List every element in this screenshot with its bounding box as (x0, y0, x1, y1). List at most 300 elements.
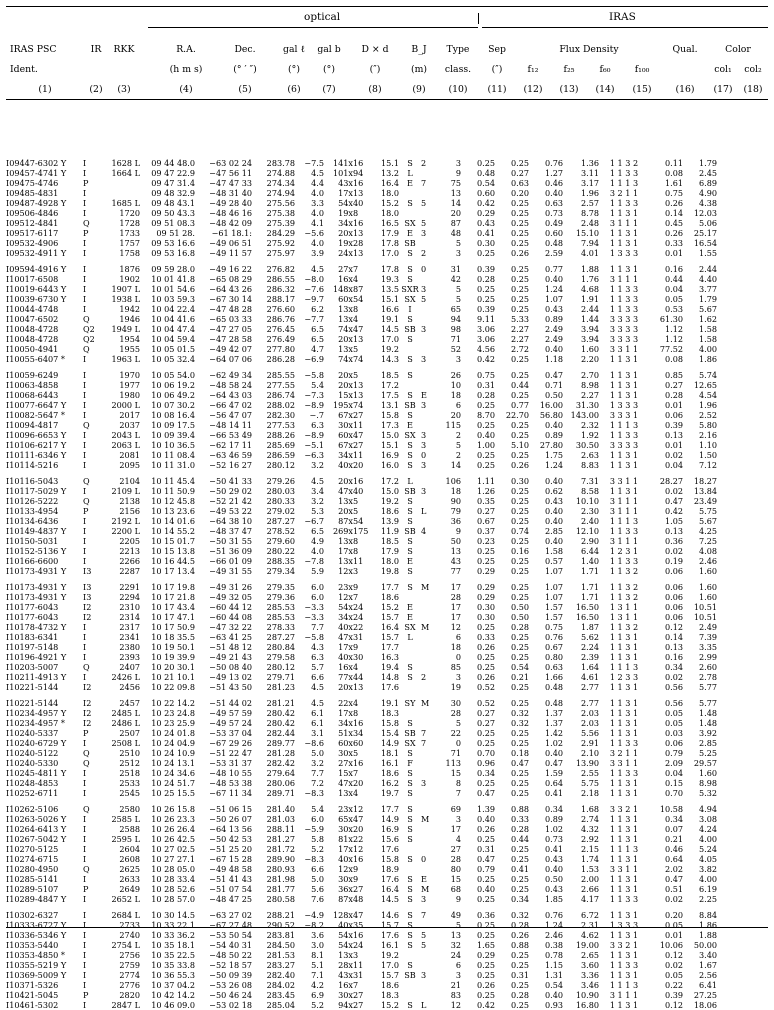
cell-class (421, 314, 437, 324)
cell-rkk-number: 2457 (119, 697, 140, 708)
cell-rkk-number: 1628 L (111, 158, 140, 168)
cell-sep: 18 (450, 485, 461, 496)
cell-dec: −50 26 07 (209, 813, 252, 824)
col13-number: (13) (559, 84, 579, 95)
cell-diam-major: 22x (338, 697, 353, 708)
cell-iras-psc-ident: I10150-5031 (6, 536, 59, 547)
cell-iras-psc-ident: I09517-6117 (6, 228, 59, 239)
cell-f25: 0.25 (510, 768, 529, 779)
cell-col2: 8.98 (698, 778, 717, 789)
cell-f12: 0.30 (476, 238, 495, 249)
cell-class: M (421, 622, 430, 633)
table-row (6, 430, 717, 440)
cell-f60: 1.15 (544, 960, 563, 971)
table-row (6, 930, 717, 940)
cell-f100: 3.36 (580, 970, 599, 981)
cell-rkk-number: 1757 (119, 238, 140, 249)
cell-f25: 0.25 (510, 854, 529, 865)
table-row (6, 874, 717, 884)
col2-title: IR (90, 44, 102, 55)
cell-ir-flag: I (83, 354, 87, 365)
cell-sep: 17 (450, 612, 461, 623)
cell-f100: 2.44 (580, 304, 599, 315)
cell-ir-flag: I (83, 516, 87, 527)
cell-dec: −51 22 47 (209, 748, 252, 759)
cell-col2: 2.16 (698, 430, 717, 441)
cell-col1: 2.09 (664, 758, 683, 769)
cell-ra: 10 23 24.8 (151, 707, 195, 718)
cell-rkk-number: 2426 L (111, 672, 140, 683)
cell-col1: 0.21 (664, 834, 683, 844)
cell-f25: 0.25 (510, 632, 529, 643)
cell-rkk-number: 1685 L (111, 198, 140, 209)
cell-rkk-number: 2380 (119, 642, 140, 653)
cell-gal-l: 280.06 (266, 778, 295, 789)
cell-col2: 1.88 (698, 929, 717, 940)
table-row (6, 662, 717, 672)
cell-dec: −48 50 22 (209, 950, 252, 961)
cell-class (421, 602, 437, 612)
cell-gal-b: 6.5 (311, 526, 324, 537)
cell-bj-mag: 18.0 (380, 556, 399, 567)
cell-diam-major: 23x (338, 581, 353, 592)
cell-f60: 0.75 (544, 622, 563, 633)
cell-col2: 2.78 (698, 672, 717, 683)
cell-col2: 1.58 (698, 324, 717, 335)
cell-gal-b: 4.5 (311, 475, 324, 486)
cell-col1: 0.08 (664, 168, 683, 179)
cell-col2: 6.89 (698, 178, 717, 189)
col10-subtitle: class. (444, 64, 472, 75)
cell-col1: 0.47 (664, 496, 683, 506)
cell-type (399, 188, 421, 198)
cell-col2: 50.00 (693, 939, 717, 950)
cell-f12: 0.31 (476, 379, 495, 390)
cell-f25: 0.25 (510, 354, 529, 365)
cell-dec: −53 50 54 (209, 929, 252, 940)
col15-number: (15) (632, 84, 652, 95)
cell-sep: 20 (450, 208, 461, 219)
cell-rkk-number: 2652 L (111, 894, 140, 905)
cell-class (421, 990, 437, 1000)
cell-dec: −56 47 07 (209, 410, 252, 421)
cell-col1: 77.52 (659, 344, 683, 355)
cell-sep: 18 (450, 642, 461, 653)
cell-col1: 0.02 (664, 894, 683, 905)
cell-gal-l: 274.94 (266, 188, 295, 199)
cell-f100: 2.55 (580, 768, 599, 779)
cell-gal-l: 278.33 (266, 622, 295, 633)
cell-sep: 13 (450, 546, 461, 557)
cell-sep: 77 (450, 566, 461, 577)
table-row (6, 566, 717, 576)
cell-col1: 0.44 (664, 274, 683, 285)
cell-gal-b: 6.0 (311, 581, 324, 592)
cell-gal-l: 274.88 (266, 168, 295, 179)
cell-dec: −64 43 03 (209, 390, 252, 401)
cell-f60: 0.40 (544, 344, 563, 355)
cell-sep: 83 (450, 990, 461, 1001)
cell-rkk-number: 1907 L (111, 284, 140, 295)
cell-iras-psc-ident: I10149-4837 Y (6, 526, 67, 537)
cell-f60: 0.40 (544, 990, 563, 1001)
cell-sep: 3 (455, 813, 461, 824)
cell-f12: 0.40 (476, 430, 495, 441)
cell-type: S (407, 410, 413, 421)
cell-f60: 0.57 (544, 556, 563, 567)
cell-bj-mag: 19.2 (380, 344, 399, 355)
cell-class: 3 (421, 485, 427, 496)
cell-f60: 1.31 (544, 970, 563, 981)
cell-ra: 10 04 22.4 (151, 304, 195, 315)
cell-f100: 1.92 (580, 430, 599, 441)
cell-iras-psc-ident: I10267-5042 Y (6, 834, 67, 844)
cell-ra: 10 22 14.2 (151, 697, 195, 708)
cell-ir-flag: I3 (83, 581, 92, 592)
cell-type: S (407, 929, 413, 940)
cell-class: 5 (421, 929, 427, 940)
cell-f100: 2.91 (580, 738, 599, 749)
cell-diam-major: 17x (338, 188, 353, 199)
cell-f12: 0.25 (476, 738, 495, 749)
cell-sep: 26 (450, 369, 461, 380)
cell-ir-flag: I3 (83, 566, 92, 577)
cell-f60: 0.71 (544, 379, 563, 390)
cell-type: S (407, 909, 413, 920)
cell-type: S (407, 834, 413, 844)
col7-title: gal b (317, 44, 341, 55)
cell-gal-b: −7.7 (304, 314, 324, 325)
cell-f12: 0.28 (476, 390, 495, 401)
cell-gal-l: 282.42 (266, 758, 295, 769)
cell-gal-l: 288.21 (266, 909, 295, 920)
cell-iras-psc-ident: I10240-5330 (6, 758, 59, 769)
cell-sep: 3 (455, 354, 461, 365)
cell-bj-mag: 15.6 (380, 834, 399, 844)
cell-f25: 0.25 (510, 390, 529, 401)
col6-units: (°) (288, 64, 300, 75)
table-row (6, 526, 717, 536)
cell-ra: 10 35 18.1 (151, 939, 195, 950)
cell-col1: 0.70 (664, 788, 683, 799)
cell-col1: 61.30 (659, 314, 683, 325)
cell-class (421, 208, 437, 218)
cell-f100: 2.20 (580, 354, 599, 365)
cell-gal-l: 281.23 (266, 682, 295, 693)
cell-diam-minor: 31 (353, 632, 364, 643)
cell-diam-major: 87x (338, 894, 353, 905)
cell-iras-psc-ident: I09447-6302 Y (6, 158, 67, 168)
cell-gal-l: 280.22 (266, 546, 295, 557)
cell-quality: 1 1 3 1 (609, 390, 639, 401)
cell-gal-l: 280.58 (266, 894, 295, 905)
cell-ra: 10 11 31.0 (151, 460, 195, 471)
cell-f100: 4.32 (580, 823, 599, 834)
cell-ir-flag: I (83, 813, 87, 824)
cell-ra: 10 10 36.5 (151, 440, 195, 451)
cell-gal-b: 5.3 (311, 506, 324, 517)
cell-quality: 1 1 3 1 (609, 854, 639, 865)
table-row (6, 410, 717, 420)
cell-gal-l: 284.02 (266, 980, 295, 991)
cell-f100: 10.90 (575, 990, 599, 1001)
cell-rkk-number: 1946 (119, 314, 140, 325)
cell-gal-b: 4.2 (311, 980, 324, 991)
cell-f100: 8.58 (580, 485, 599, 496)
col18-number: (18) (743, 84, 763, 95)
cell-ra: 10 27 27.1 (151, 854, 195, 865)
table-row (6, 910, 717, 920)
cell-col1: 0.05 (664, 919, 683, 930)
cell-bj-mag: 18.6 (380, 506, 399, 517)
cell-rkk-number: 2310 (119, 601, 140, 612)
cell-diam-minor: 8 (353, 546, 359, 557)
table-row (6, 864, 717, 874)
cell-bj-mag: 15.7 (380, 612, 399, 623)
cell-diam-minor: 9 (353, 642, 359, 653)
cell-iras-psc-ident: I10166-6600 (6, 556, 59, 567)
cell-gal-b: −6.3 (304, 450, 324, 461)
cell-col1: 0.33 (664, 238, 683, 249)
cell-col1: 1.12 (664, 334, 683, 345)
cell-rkk-number: 1664 L (111, 168, 140, 179)
cell-ra: 10 14 55.2 (151, 526, 195, 537)
cell-diam-minor: 7 (353, 263, 359, 274)
cell-f12: 0.25 (476, 778, 495, 789)
cell-f60: 0.43 (544, 496, 563, 506)
cell-bj-mag: 16.9 (380, 823, 399, 834)
table-row (6, 556, 717, 566)
cell-f25: 0.32 (510, 707, 529, 718)
cell-quality: 1 1 3 1 (609, 697, 639, 708)
cell-bj-mag: 15.8 (380, 717, 399, 728)
cell-class: 0 (421, 263, 427, 274)
cell-bj-mag: 18.6 (380, 980, 399, 991)
cell-ir-flag: I (83, 556, 87, 567)
cell-type: I (408, 304, 412, 315)
cell-col2: 1.58 (698, 334, 717, 345)
cell-f100: 1.68 (580, 803, 599, 814)
cell-iras-psc-ident: I09506-4846 (6, 208, 59, 219)
cell-diam-major: 74x (338, 354, 353, 365)
cell-gal-b: 4.0 (311, 188, 324, 199)
cell-ra: 10 03 59.3 (151, 294, 195, 305)
cell-col1: 0.04 (664, 460, 683, 471)
cell-class (421, 788, 437, 798)
cell-f100: 1.71 (580, 581, 599, 592)
cell-col2: 1.62 (698, 314, 717, 325)
cell-type: SX (404, 294, 416, 305)
cell-type (399, 844, 421, 854)
cell-diam-major: 13x (338, 536, 353, 547)
cell-iras-psc-ident: I10333-6727 Y (6, 919, 67, 930)
cell-iras-psc-ident: I10050-4941 (6, 344, 59, 355)
cell-class (421, 566, 437, 576)
cell-gal-b: 6.3 (311, 420, 324, 431)
cell-f25: 0.26 (510, 929, 529, 940)
cell-rkk-number: 2456 (119, 682, 140, 693)
cell-bj-mag: 15.2 (380, 198, 399, 209)
cell-diam-minor: 16 (353, 158, 364, 168)
cell-bj-mag: 19.4 (380, 662, 399, 673)
cell-bj-mag: 17.6 (380, 682, 399, 693)
cell-diam-major: 15x (338, 768, 353, 779)
cell-ir-flag: I (83, 400, 87, 411)
cell-sep: 17 (450, 581, 461, 592)
cell-gal-l: 285.53 (266, 601, 295, 612)
cell-quality: 1 1 3 1 (609, 778, 639, 789)
cell-f12: 0.23 (476, 536, 495, 547)
cell-f60: 0.48 (544, 682, 563, 693)
cell-quality: 3 3 3 3 (609, 324, 639, 335)
cell-gal-l: 284.50 (266, 939, 295, 950)
cell-diam-minor: 13 (353, 248, 364, 259)
cell-f60: 1.07 (544, 591, 563, 602)
cell-gal-b: 4.5 (311, 263, 324, 274)
cell-diam-minor: 9 (353, 864, 359, 875)
table-row (6, 970, 717, 980)
cell-f12: 0.28 (476, 274, 495, 285)
col5-title: Dec. (234, 44, 256, 55)
table-row (6, 950, 717, 960)
cell-f25: 0.25 (510, 158, 529, 168)
cell-class (421, 546, 437, 556)
cell-iras-psc-ident: I10114-5216 (6, 460, 59, 471)
cell-quality: 1 1 3 1 (609, 929, 639, 940)
cell-f100: 2.30 (580, 506, 599, 517)
cell-rkk-number: 2000 L (111, 400, 140, 411)
cell-f100: 30.50 (575, 440, 599, 451)
cell-ir-flag: I (83, 526, 87, 537)
cell-col2: 1.67 (698, 960, 717, 971)
cell-rkk-number: 2393 (119, 652, 140, 663)
cell-f100: 2.48 (580, 218, 599, 229)
cell-f100: 2.77 (580, 682, 599, 693)
cell-diam-major: 17x (338, 844, 353, 855)
cell-gal-b: 7.7 (311, 768, 324, 779)
cell-diam-major: 16x (338, 980, 353, 991)
cell-rkk-number: 2604 (119, 844, 140, 855)
cell-ra: 10 24 04.9 (151, 738, 195, 749)
cell-ir-flag: I (83, 379, 87, 390)
cell-iras-psc-ident: I10274-6715 (6, 854, 59, 865)
cell-col2: 2.45 (698, 168, 717, 179)
cell-diam-minor: 175 (353, 526, 369, 537)
cell-rkk-number: 1902 (119, 274, 140, 285)
cell-ir-flag: Q (83, 344, 90, 355)
cell-dec: −67 29 26 (209, 738, 252, 749)
cell-ir-flag: Q (83, 314, 90, 325)
cell-gal-b: 6.3 (311, 652, 324, 663)
cell-dec: −51 44 02 (209, 697, 252, 708)
cell-col1: 0.34 (664, 813, 683, 824)
cell-f25: 0.31 (510, 970, 529, 981)
table-row (6, 460, 717, 470)
cell-f60: 1.07 (544, 581, 563, 592)
cell-diam-major: 60x (338, 738, 353, 749)
col7-number: (7) (322, 84, 336, 95)
cell-quality: 1 1 3 2 (609, 566, 639, 577)
cell-class: 5 (421, 939, 427, 950)
cell-f25: 0.25 (510, 369, 529, 380)
cell-f60: 1.24 (544, 919, 563, 930)
cell-gal-l: 275.92 (266, 238, 295, 249)
cell-col2: 3.82 (698, 864, 717, 875)
cell-diam-minor: 5 (353, 344, 359, 355)
cell-bj-mag: 16.2 (380, 778, 399, 789)
cell-ra: 10 26 26.4 (151, 823, 195, 834)
cell-class: 3 (421, 460, 427, 471)
cell-rkk-number: 2684 L (111, 909, 140, 920)
cell-col2: 1.50 (698, 450, 717, 461)
cell-ra: 10 17 19.8 (151, 581, 195, 592)
cell-rkk-number: 1970 (119, 369, 140, 380)
col17-title: col₁ (714, 64, 732, 75)
cell-ra: 10 20 30.1 (151, 662, 195, 673)
cell-quality: 1 1 3 3 (609, 294, 639, 305)
table-row (6, 854, 717, 864)
cell-sep: 3 (455, 158, 461, 168)
cell-f25: 5.10 (510, 440, 529, 451)
cell-diam-minor: 16 (353, 717, 364, 728)
col11-units: (″) (491, 64, 503, 75)
cell-gal-b: 4.9 (311, 536, 324, 547)
cell-bj-mag: 19.1 (380, 697, 399, 708)
cell-ir-flag: I (83, 894, 87, 905)
cell-dec: −49 06 51 (209, 238, 252, 249)
cell-bj-mag: 17.6 (380, 874, 399, 885)
cell-f12: 0.26 (476, 642, 495, 653)
table-row (6, 768, 717, 778)
cell-ra: 10 09 17.5 (151, 420, 195, 431)
cell-col2: 5.32 (698, 788, 717, 799)
data-table (6, 158, 717, 1010)
cell-diam-minor: 40 (353, 198, 364, 209)
cell-diam-major: 54x (338, 929, 353, 940)
cell-f25: 0.28 (510, 823, 529, 834)
col13-title: f₂₅ (563, 64, 575, 75)
col15-title: f₁₀₀ (634, 64, 650, 75)
cell-gal-l: 285.53 (266, 612, 295, 623)
cell-diam-major: 13x (338, 950, 353, 961)
cell-iras-psc-ident: I10173-4931 Y (6, 566, 67, 577)
cell-gal-b: 3.2 (311, 758, 324, 769)
cell-gal-l: 286.59 (266, 450, 295, 461)
cell-gal-l: 279.35 (266, 581, 295, 592)
cell-quality: 1 1 3 2 (609, 158, 639, 168)
cell-diam-minor: 27 (353, 1000, 364, 1010)
cell-bj-mag: 18.6 (380, 591, 399, 602)
cell-sep: 21 (450, 980, 461, 991)
cell-dec: −54 40 31 (209, 939, 252, 950)
cell-f100: 12.10 (575, 526, 599, 537)
cell-col2: 4.25 (698, 526, 717, 537)
cell-iras-psc-ident: I10117-5029 Y (6, 485, 67, 496)
cell-ir-flag: P (83, 506, 89, 517)
cell-ra: 10 36 55.3 (151, 970, 195, 981)
cell-f60: 0.38 (544, 939, 563, 950)
cell-f12: 0.27 (476, 707, 495, 718)
cell-f12: 0.25 (476, 662, 495, 673)
table-row (6, 274, 717, 284)
cell-col2: 5.67 (698, 516, 717, 527)
cell-dec: −63 46 59 (209, 450, 252, 461)
cell-diam-minor: 47 (353, 430, 364, 441)
cell-ra: 10 07 30.2 (151, 400, 195, 411)
cell-col1: 0.56 (664, 682, 683, 693)
table-row (6, 592, 717, 602)
col18-title: col₂ (744, 64, 762, 75)
